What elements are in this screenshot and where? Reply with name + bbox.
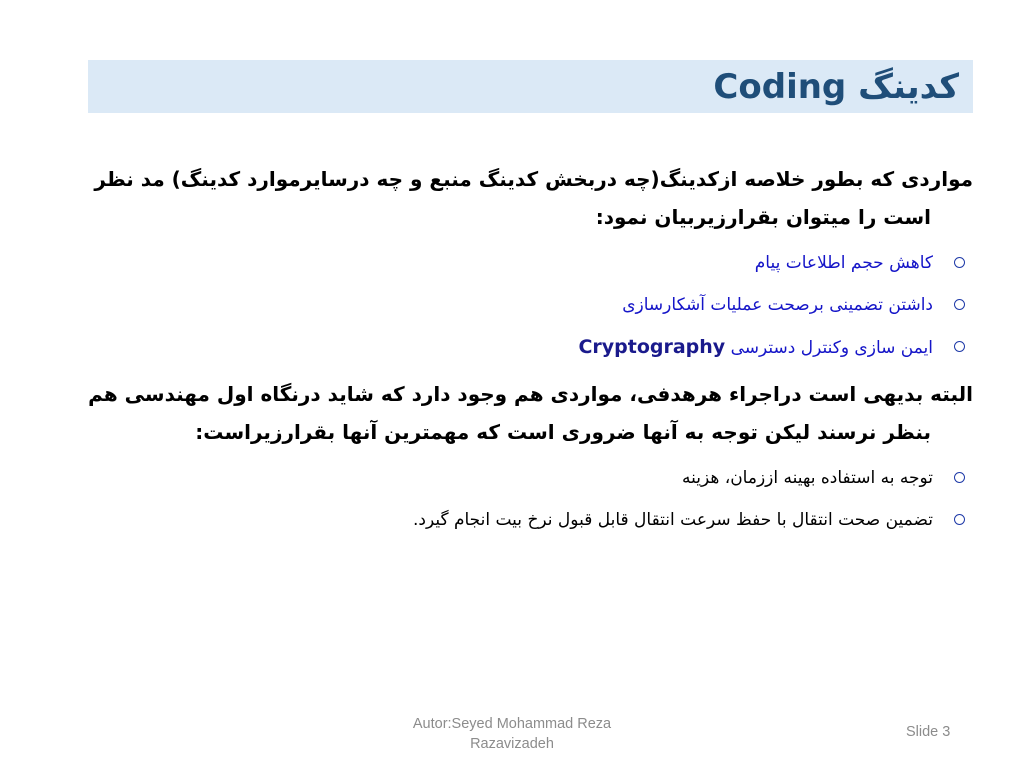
goal-text: داشتن تضمینی برصحت عملیات آشکارسازی — [622, 295, 933, 315]
list-item — [40, 457, 973, 499]
goal-text: کاهش حجم اطلاعات پیام — [754, 253, 933, 273]
list-item — [40, 242, 973, 284]
considerations-list — [40, 457, 973, 541]
title-persian: کدینگ — [858, 66, 959, 107]
title-latin: Coding — [713, 66, 847, 107]
hollow-circle-bullet-icon — [954, 514, 965, 525]
footer-author — [388, 714, 636, 754]
slide-title — [713, 66, 959, 107]
consideration-text: توجه به استفاده بهینه اززمان، هزینه — [681, 468, 933, 488]
goal-latin-term: Cryptography — [578, 336, 726, 358]
hollow-circle-bullet-icon — [954, 299, 965, 310]
title-bar — [88, 60, 973, 113]
intro-paragraph: مواردی که بطور خلاصه ازکدینگ(چه دربخش کدینگ منبع و چه درسایرموارد کدینگ) مد نظر است را میتوان بقرارزیربیان نمود: — [94, 167, 973, 229]
slide-number: Slide 3 — [906, 724, 951, 740]
author-line-2: Razavizadeh — [470, 736, 554, 752]
list-item — [40, 284, 973, 326]
author-line-1: Autor:Seyed Mohammad Reza — [412, 716, 612, 732]
hollow-circle-bullet-icon — [954, 341, 965, 352]
goals-list — [40, 242, 973, 369]
list-item — [40, 499, 973, 541]
hollow-circle-bullet-icon — [954, 257, 965, 268]
hollow-circle-bullet-icon — [954, 472, 965, 483]
slide-body — [40, 160, 973, 547]
consideration-text: تضمین صحت انتقال با حفظ سرعت انتقال قابل قبول نرخ بیت انجام گیرد. — [412, 510, 933, 530]
goal-text: ایمن سازی وکنترل دسترسی — [730, 338, 933, 358]
second-paragraph: البته بدیهی است دراجراء هرهدفی، مواردی هم وجود دارد که شاید درنگاه اول مهندسی هم بنظر نرسند لیکن توجه به آنها ضروری است که مهمترین آنها بقرارزیراست: — [88, 382, 973, 444]
list-item — [40, 326, 973, 369]
